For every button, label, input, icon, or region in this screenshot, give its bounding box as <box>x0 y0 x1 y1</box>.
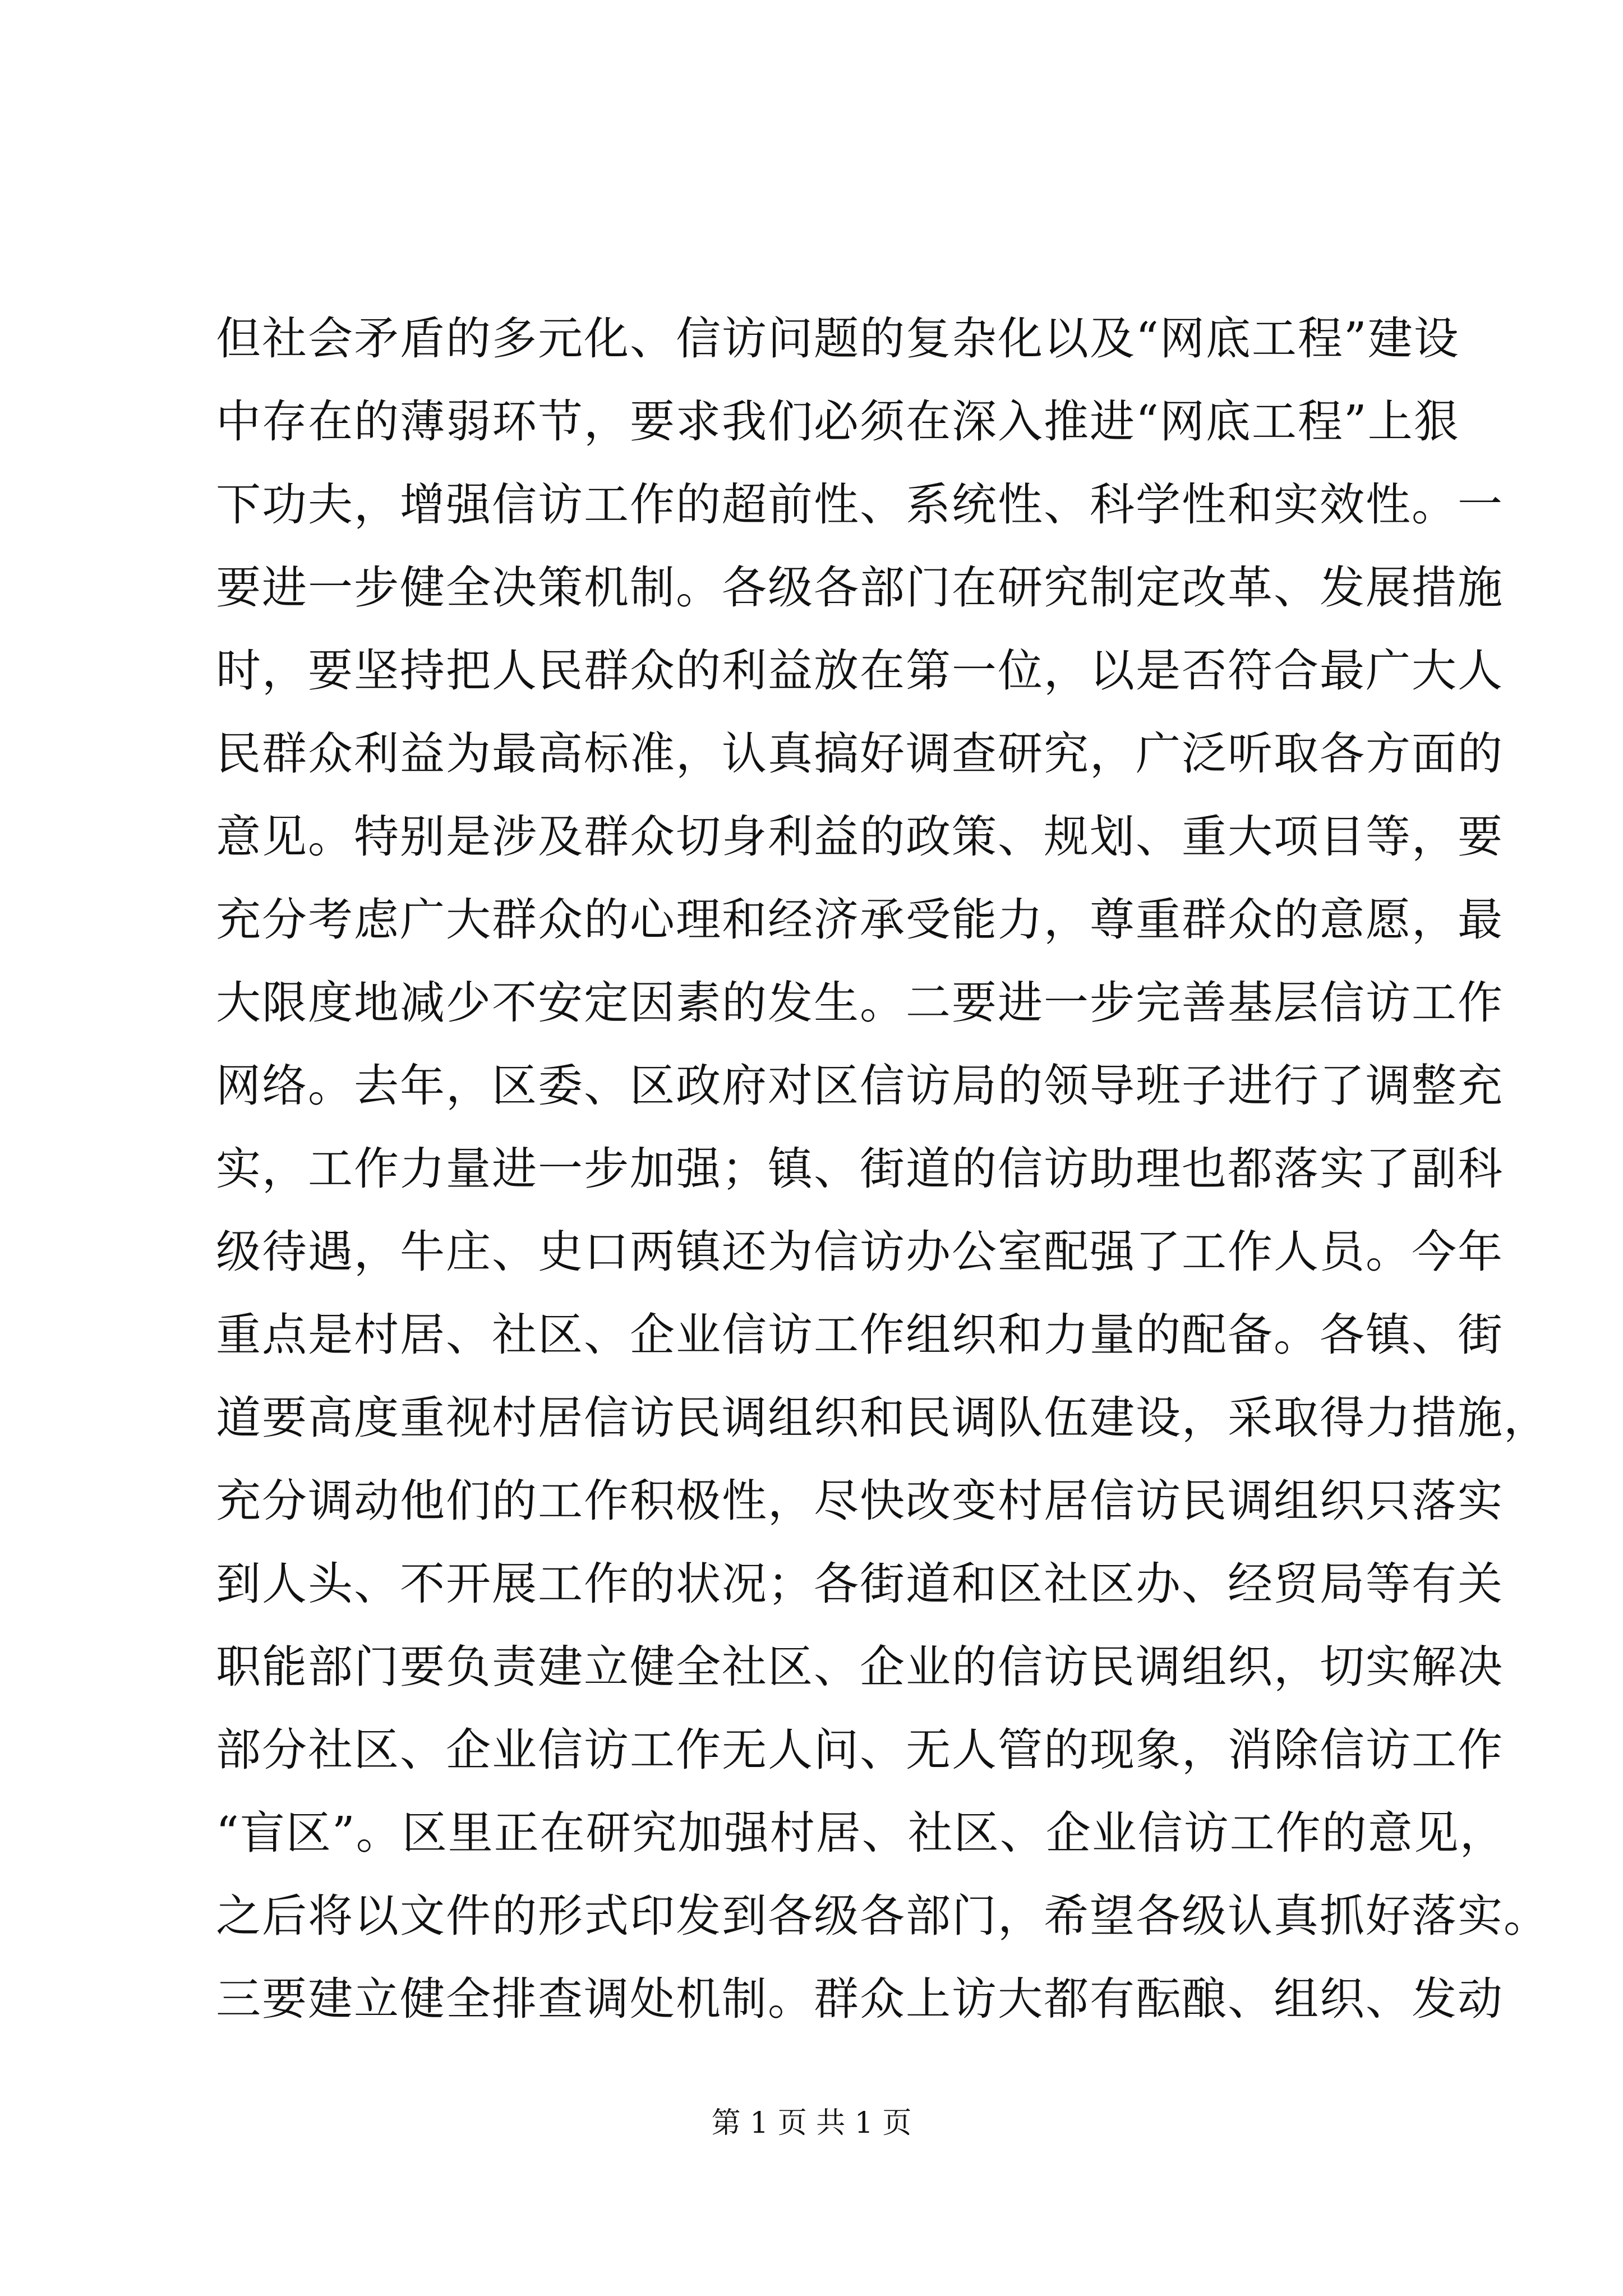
text-line: 要进一步健全决策机制。各级各部门在研究制定改革、发展措施 <box>216 562 1504 614</box>
text-line: 时，要坚持把人民群众的利益放在第一位，以是否符合最广大人 <box>216 645 1504 697</box>
text-line: 充分考虑广大群众的心理和经济承受能力，尊重群众的意愿，最 <box>216 894 1504 946</box>
text-line: 重点是村居、社区、企业信访工作组织和力量的配备。各镇、街 <box>216 1309 1504 1361</box>
page-footer <box>0 2101 1623 2146</box>
text-line: 级待遇，牛庄、史口两镇还为信访办公室配强了工作人员。今年 <box>216 1226 1504 1278</box>
text-line: 民群众利益为最高标准，认真搞好调查研究，广泛听取各方面的 <box>216 728 1504 780</box>
text-line: 到人头、不开展工作的状况；各街道和区社区办、经贸局等有关 <box>216 1558 1504 1610</box>
text-line: 部分社区、企业信访工作无人问、无人管的现象，消除信访工作 <box>216 1724 1504 1776</box>
text-line: 中存在的薄弱环节，要求我们必须在深入推进“网底工程”上狠 <box>216 395 1460 448</box>
body-text <box>216 297 1550 2041</box>
page-number: 第 1 页 共 1 页 <box>711 2106 912 2140</box>
text-line: 职能部门要负责建立健全社区、企业的信访民调组织，切实解决 <box>216 1641 1504 1693</box>
text-line: 之后将以文件的形式印发到各级各部门，希望各级认真抓好落实。 <box>216 1890 1550 1942</box>
text-line: 充分调动他们的工作积极性，尽快改变村居信访民调组织只落实 <box>216 1475 1504 1527</box>
text-line: 三要建立健全排查调处机制。群众上访大都有酝酿、组织、发动 <box>216 1973 1504 2025</box>
text-line: 网络。去年，区委、区政府对区信访局的领导班子进行了调整充 <box>216 1060 1504 1112</box>
text-line: 实，工作力量进一步加强；镇、街道的信访助理也都落实了副科 <box>216 1143 1504 1195</box>
text-line: 但社会矛盾的多元化、信访问题的复杂化以及“网底工程”建设 <box>216 312 1460 365</box>
text-line: 意见。特别是涉及群众切身利益的政策、规划、重大项目等，要 <box>216 811 1504 863</box>
text-line: 下功夫，增强信访工作的超前性、系统性、科学性和实效性。一 <box>216 478 1504 531</box>
text-line: 道要高度重视村居信访民调组织和民调队伍建设，采取得力措施， <box>216 1392 1550 1444</box>
text-line: “盲区”。区里正在研究加强村居、社区、企业信访工作的意见， <box>216 1807 1506 1859</box>
text-line: 大限度地减少不安定因素的发生。二要进一步完善基层信访工作 <box>216 977 1504 1029</box>
